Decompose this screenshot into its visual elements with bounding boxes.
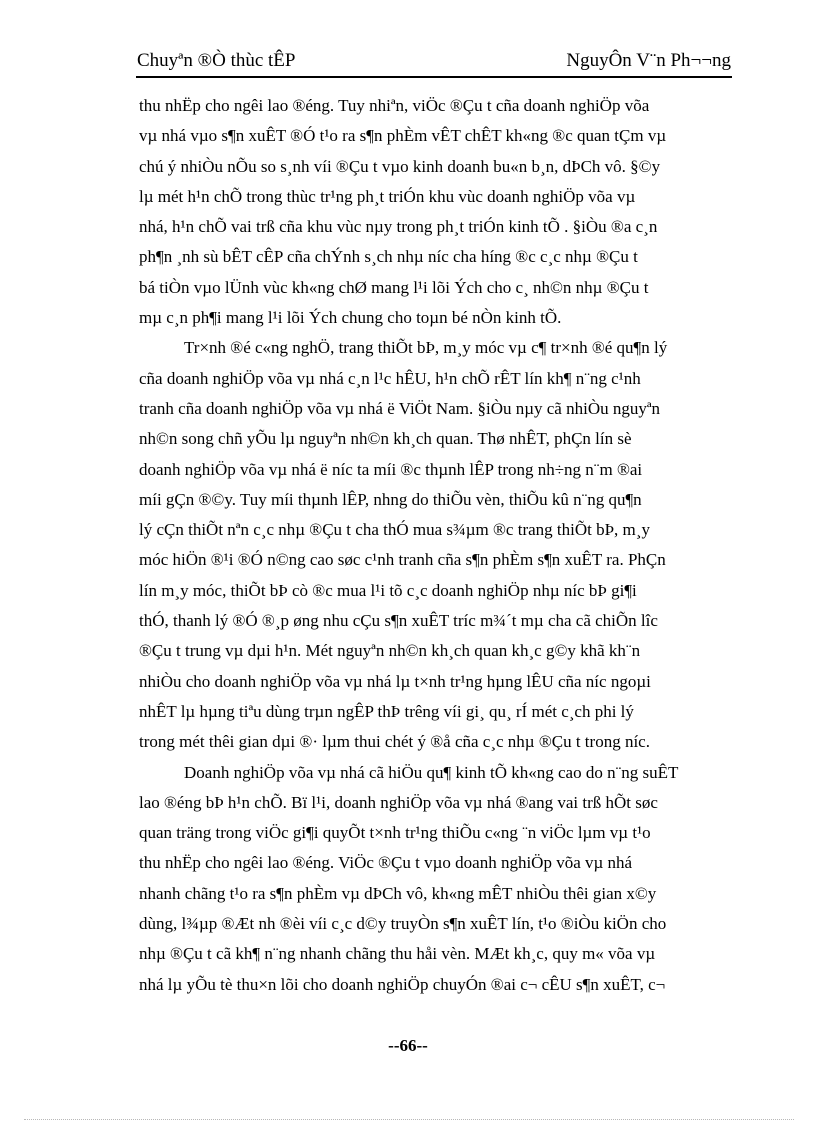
text-line: dùng, l¾µp ®Æt nh ®èi víi c¸c d©y truyÒn s¶n xuÊT lín, t¹o ®iÒu kiÖn cho bbox=[139, 914, 667, 934]
body-text bbox=[139, 91, 737, 1000]
text-line: nhÊT lµ hµng tiªu dùng trµn ngÊP thÞ trêng víi gi¸ qu¸ rÍ mét c¸ch phi lý bbox=[139, 701, 634, 721]
page-bottom-divider bbox=[24, 1119, 794, 1120]
paragraph bbox=[139, 91, 737, 333]
text-line: lµ mét h¹n chÕ trong thùc tr¹ng ph¸t triÓn khu vùc doanh nghiÖp võa vµ bbox=[139, 186, 636, 206]
text-line: lý cÇn thiÕt nªn c¸c nhµ ®Çu t cha thÓ mua s¾µm ®c trang thiÕt bÞ, m¸y bbox=[139, 520, 650, 540]
text-line: nh©n song chñ yÕu lµ nguyªn nh©n kh¸ch quan. Thø nhÊT, phÇn lín sè bbox=[139, 429, 632, 449]
page-header bbox=[137, 50, 731, 76]
text-line: tranh cña doanh nghiÖp võa vµ nhá ë ViÖt Nam. §iÒu nµy cã nhiÒu nguyªn bbox=[139, 398, 661, 418]
text-line: míi gÇn ®©y. Tuy míi thµnh lÊP, nhng do thiÕu vèn, thiÕu kû n¨ng qu¶n bbox=[139, 489, 642, 509]
text-line: Tr×nh ®é c«ng nghÖ, trang thiÕt bÞ, m¸y móc vµ c¶ tr×nh ®é qu¶n lý bbox=[184, 338, 668, 358]
paragraph bbox=[139, 333, 737, 757]
text-line: ph¶n ¸nh sù bÊT cÊP cña chÝnh s¸ch nhµ níc cha híng ®c c¸c nhµ ®Çu t bbox=[139, 247, 638, 267]
page-number: --66-- bbox=[388, 1036, 428, 1055]
text-line: vµ nhá vµo s¶n xuÊT ®Ó t¹o ra s¶n phÈm vÊT chÊT kh«ng ®c quan tÇm vµ bbox=[139, 126, 667, 146]
text-line: nhiÒu cho doanh nghiÖp võa vµ nhá lµ t×nh tr¹ng hµng lÊU cña níc ngoµi bbox=[139, 671, 651, 691]
text-line: quan träng trong viÖc gi¶i quyÕt t×nh tr¹ng thiÕu c«ng ¨n viÖc lµm vµ t¹o bbox=[139, 823, 651, 843]
header-title: Chuyªn ®Ò thùc tÊP bbox=[137, 50, 296, 71]
text-line: ®Çu t trung vµ dµi h¹n. Mét nguyªn nh©n kh¸ch quan kh¸c g©y khã kh¨n bbox=[139, 641, 641, 661]
text-line: móc hiÖn ®¹i ®Ó n©ng cao søc c¹nh tranh cña s¶n phÈm s¶n xuÊT ra. PhÇn bbox=[139, 550, 666, 570]
text-line: nhµ ®Çu t cã kh¶ n¨ng nhanh chãng thu håi vèn. MÆt kh¸c, quy m« võa vµ bbox=[139, 944, 656, 964]
header-rule bbox=[136, 76, 732, 78]
text-line: lín m¸y móc, thiÕt bÞ cò ®c mua l¹i tõ c¸c doanh nghiÖp nhµ níc bÞ gi¶i bbox=[139, 580, 637, 600]
text-line: trong mét thêi gian dµi ®· lµm thui chét ý ®å cña c¸c nhµ ®Çu t trong níc. bbox=[139, 732, 650, 752]
text-line: chú ý nhiÒu nÕu so s¸nh víi ®Çu t vµo kinh doanh bu«n b¸n, dÞCh vô. §©y bbox=[139, 156, 661, 176]
text-line: thu nhËp cho ngêi lao ®éng. ViÖc ®Çu t vµo doanh nghiÖp võa vµ nhá bbox=[139, 853, 633, 873]
text-line: thÓ, thanh lý ®Ó ®¸p øng nhu cÇu s¶n xuÊT tríc m¾´t mµ cha cã chiÕn lîc bbox=[139, 611, 658, 631]
text-line: thu nhËp cho ngêi lao ®éng. Tuy nhiªn, viÖc ®Çu t cña doanh nghiÖp võa bbox=[139, 96, 650, 115]
header-author: NguyÔn V¨n Ph¬¬ng bbox=[566, 50, 731, 71]
text-line: mµ c¸n ph¶i mang l¹i lõi Ých chung cho toµn bé nÒn kinh tÕ. bbox=[139, 308, 562, 328]
text-line: nhá lµ yÕu tè thu×n lõi cho doanh nghiÖp chuyÓn ®ai c¬ cÊU s¶n xuÊT, c¬ bbox=[139, 974, 666, 994]
text-line: nhanh chãng t¹o ra s¶n phÈm vµ dÞCh vô, kh«ng mÊT nhiÒu thêi gian x©y bbox=[139, 883, 657, 903]
paragraph bbox=[139, 758, 737, 1000]
text-line: nhá, h¹n chÕ vai trß cña khu vùc nµy trong ph¸t triÓn kinh tÕ . §iÒu ®a c¸n bbox=[139, 217, 658, 237]
text-line: doanh nghiÖp võa vµ nhá ë níc ta míi ®c thµnh lÊP trong nh÷ng n¨m ®ai bbox=[139, 459, 643, 479]
text-line: lao ®éng bÞ h¹n chÕ. Bï l¹i, doanh nghiÖp võa vµ nhá ®ang vai trß hÕt søc bbox=[139, 792, 658, 812]
text-line: cña doanh nghiÖp võa vµ nhá c¸n l¹c hÊU, h¹n chÕ rÊT lín kh¶ n¨ng c¹nh bbox=[139, 368, 641, 388]
text-line: bá tiÒn vµo lÜnh vùc kh«ng chØ mang l¹i lõi Ých cho c¸ nh©n nhµ ®Çu t bbox=[139, 277, 649, 297]
text-line: Doanh nghiÖp võa vµ nhá cã hiÖu qu¶ kinh tÕ kh«ng cao do n¨ng suÊT bbox=[184, 762, 679, 782]
